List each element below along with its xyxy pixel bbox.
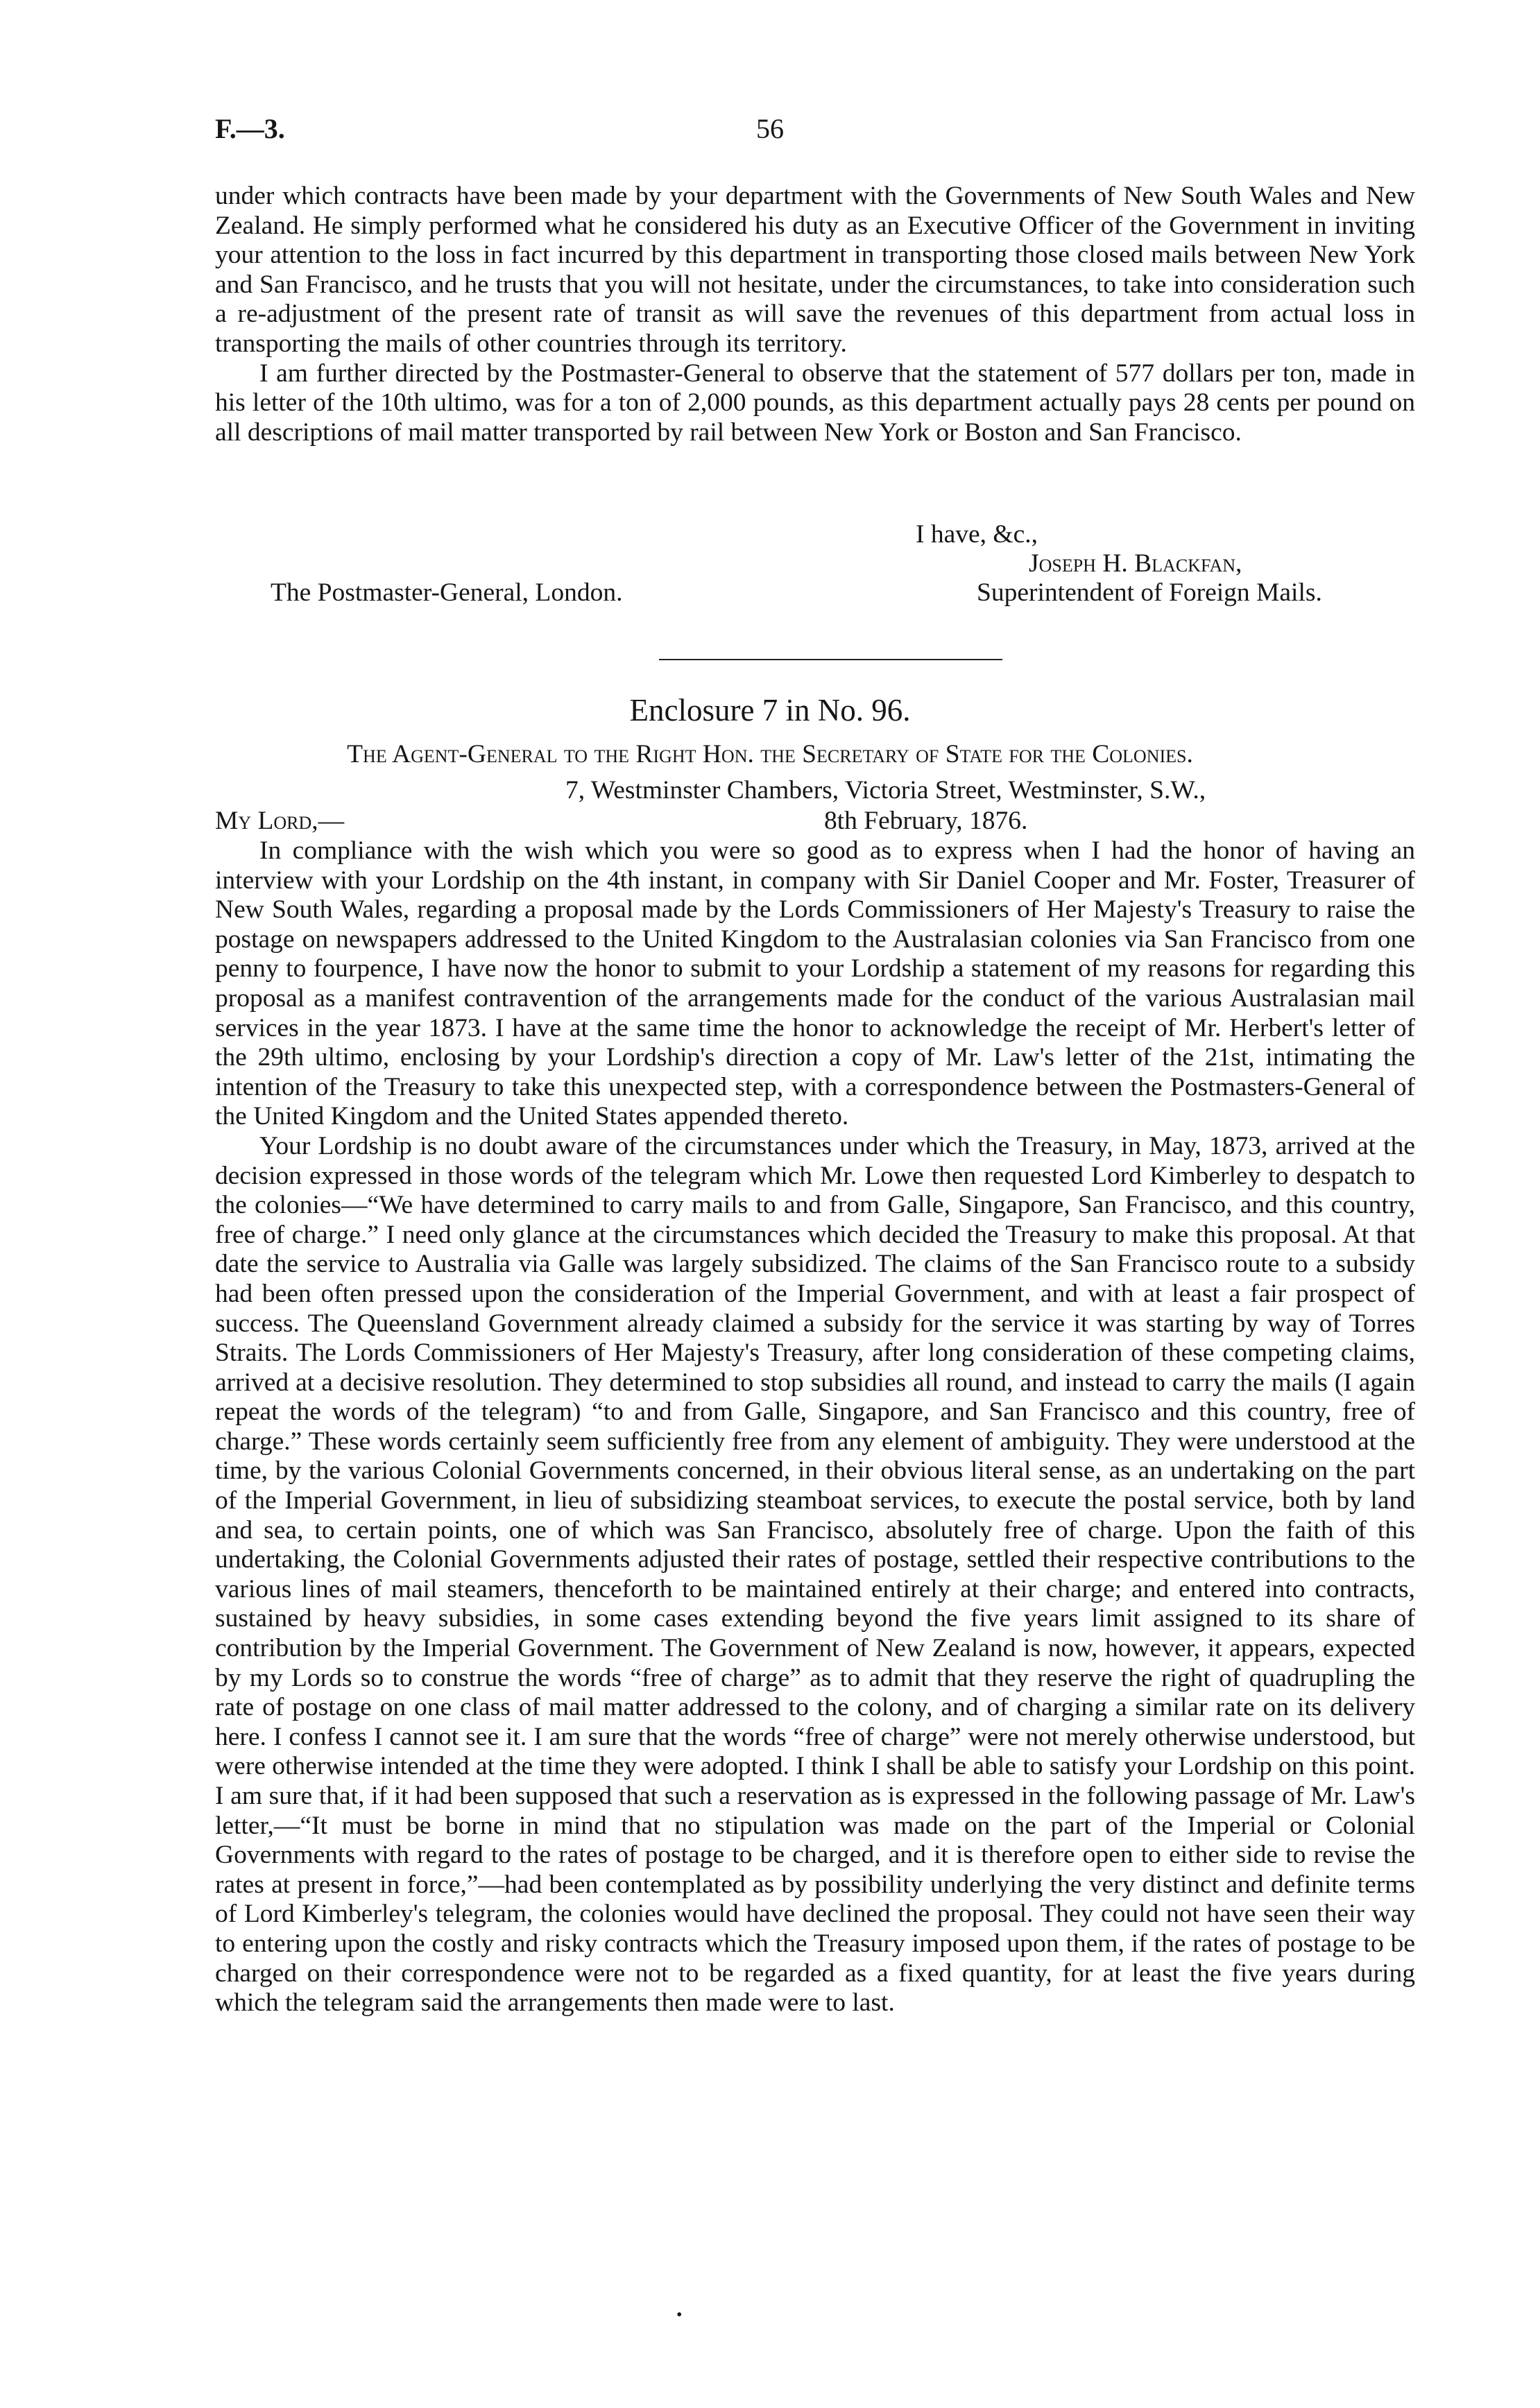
signer-title: Superintendent of Foreign Mails.	[977, 578, 1322, 607]
letter-continuation	[215, 182, 1415, 447]
page-number: 56	[756, 113, 784, 144]
section-divider	[659, 659, 1002, 660]
salutation: My Lord,—	[215, 807, 345, 835]
paragraph: under which contracts have been made by your department with the Governments of New South Wales and New Zealand. He simply performed what he considered his duty as an Executive Officer of the Government in inviting your attention to the loss in fact incurred by this department in transporting those closed mails between New York and San Francisco, and he trusts that you will not hesitate, under the circumstances, to take into consideration such a re-adjustment of the present rate of transit as will save the revenues of this department from actual loss in transporting the mails of other countries through its territory.	[215, 182, 1415, 358]
letter-date: 8th February, 1876.	[824, 807, 1028, 835]
document-reference: F.—3.	[215, 113, 285, 144]
enclosure-subtitle: The Agent-General to the Right Hon. the Secretary of State for the Colonies.	[347, 740, 1193, 768]
printer-mark: •	[676, 2306, 683, 2324]
sender-address: 7, Westminster Chambers, Victoria Street, Westminster, S.W.,	[565, 776, 1206, 805]
addressee: The Postmaster-General, London.	[271, 578, 623, 607]
enclosure-title: Enclosure 7 in No. 96.	[629, 693, 911, 728]
paragraph: Your Lordship is no doubt aware of the circumstances under which the Treasury, in May, 1873, arrived at the decision expressed in those words of the telegram which Mr. Lowe then requested Lord Kimberley to despatch to the colonies—“We have determined to carry mails to and from Galle, Singapore, San Francisco, and this country, free of charge.” I need only glance at the circumstances which decided the Treasury to make this proposal. At that date the service to Australia via Galle was largely subsidized. The claims of the San Francisco route to a subsidy had been often pressed upon the consideration of the Imperial Government, and with at least a fair prospect of success. The Queensland Government already claimed a subsidy for the service it was starting by way of Torres Straits. The Lords Commissioners of Her Majesty's Treasury, after long consideration of these competing claims, arrived at a decisive resolution. They determined to stop subsidies all round, and instead to carry the mails (I again repeat the words of the telegram) “to and from Galle, Singapore, and San Francisco and this country, free of charge.” These words certainly seem sufficiently free from any element of ambiguity. They were understood at the time, by the various Colonial Governments concerned, in their obvious literal sense, as an undertaking on the part of the Imperial Government, in lieu of subsidizing steamboat services, to execute the postal service, both by land and sea, to certain points, one of which was San Francisco, absolutely free of charge. Upon the faith of this undertaking, the Colonial Governments adjusted their rates of postage, settled their respective contributions to the various lines of mail steamers, thenceforth to be maintained entirely at their charge; and entered into contracts, sustained by heavy subsidies, in some cases extending beyond the five years limit assigned to its share of contribution by the Imperial Government. The Government of New Zealand is now, however, it appears, expected by my Lords so to construe the words “free of charge” as to admit that they reserve the right of quadrupling the rate of postage on one class of mail matter addressed to the colony, and of charging a similar rate on its delivery here. I confess I cannot see it. I am sure that the words “free of charge” were not merely otherwise understood, but were otherwise intended at the time they were adopted. I think I shall be able to satisfy your Lordship on this point. I am sure that, if it had been supposed that such a reservation as is expressed in the following passage of Mr. Law's letter,—“It must be borne in mind that no stipulation was made on the part of the Imperial or Colonial Governments with regard to the rates of postage to be charged, and it is therefore open to either side to revise the rates at present in force,”—had been contemplated as by possibility underlying the very distinct and definite terms of Lord Kimberley's telegram, the colonies would have declined the proposal. They could not have seen their way to entering upon the costly and risky contracts which the Treasury imposed upon them, if the rates of postage to be charged on their correspondence were not to be regarded as a fixed quantity, for at least the five years during which the telegram said the arrangements then made were to last.	[215, 1131, 1415, 2018]
enclosure-letter-body	[215, 836, 1415, 2018]
closing: I have, &c.,	[916, 520, 1038, 549]
paragraph: I am further directed by the Postmaster-General to observe that the statement of 577 dollars per ton, made in his letter of the 10th ultimo, was for a ton of 2,000 pounds, as this department actually pays 28 cents per pound on all descriptions of mail matter transported by rail between New York or Boston and San Francisco.	[215, 359, 1415, 447]
signer-name: Joseph H. Blackfan,	[1029, 549, 1242, 578]
paragraph: In compliance with the wish which you were so good as to express when I had the honor of having an interview with your Lordship on the 4th instant, in company with Sir Daniel Cooper and Mr. Foster, Treasurer of New South Wales, regarding a proposal made by the Lords Commissioners of Her Majesty's Treasury to raise the postage on newspapers addressed to the United Kingdom to the Australasian colonies via San Francisco from one penny to fourpence, I have now the honor to submit to your Lordship a statement of my reasons for regarding this proposal as a manifest contravention of the arrangements made for the conduct of the various Australasian mail services in the year 1873. I have at the same time the honor to acknowledge the receipt of Mr. Herbert's letter of the 29th ultimo, enclosing by your Lordship's direction a copy of Mr. Law's letter of the 21st, intimating the intention of the Treasury to take this unexpected step, with a correspondence between the Postmasters-General of the United Kingdom and the United States appended thereto.	[215, 836, 1415, 1131]
